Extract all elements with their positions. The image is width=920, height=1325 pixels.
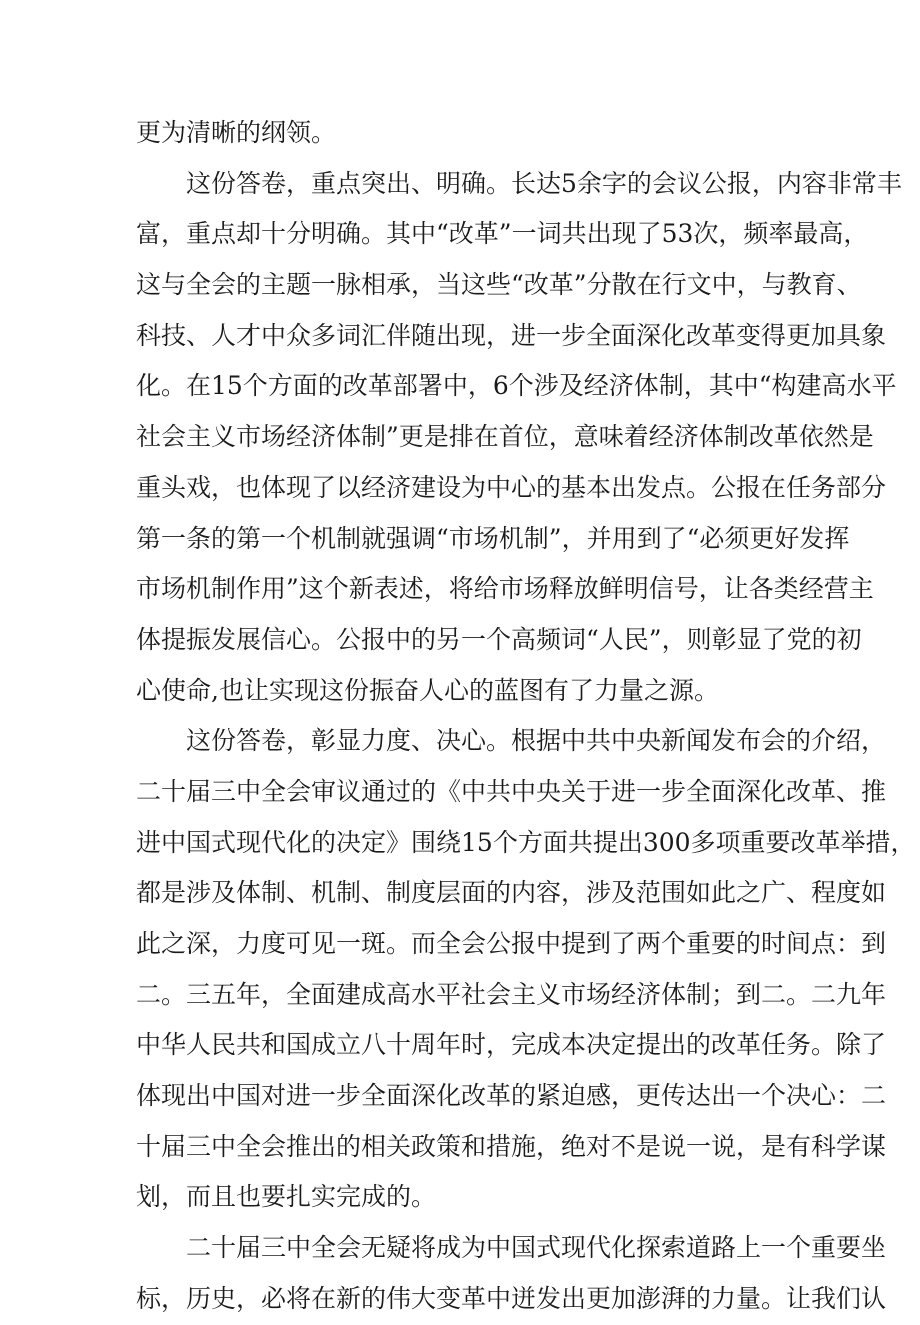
text-line: 化。在15个方面的改革部署中，6个涉及经济体制，其中“构建高水平 xyxy=(136,371,897,401)
text-line: 重头戏，也体现了以经济建设为中心的基本出发点。公报在任务部分 xyxy=(136,472,887,502)
text-line: 标，历史，必将在新的伟大变革中迸发出更加澎湃的力量。让我们认 xyxy=(136,1283,887,1313)
text-line: 社会主义市场经济体制”更是排在首位，意味着经济体制改革依然是 xyxy=(136,422,874,452)
text-line: 划，而且也要扎实完成的。 xyxy=(136,1182,437,1212)
paragraph-start-line: 这份答卷，彰显力度、决心。根据中共中央新闻发布会的介绍， xyxy=(186,726,887,756)
text-line: 体现出中国对进一步全面深化改革的紧迫感，更传达出一个决心：二 xyxy=(136,1081,887,1111)
text-line: 市场机制作用”这个新表述，将给市场释放鲜明信号，让各类经营主 xyxy=(136,574,874,604)
text-line: 中华人民共和国成立八十周年时，完成本决定提出的改革任务。除了 xyxy=(136,1030,887,1060)
text-line: 都是涉及体制、机制、制度层面的内容，涉及范围如此之广、程度如 xyxy=(136,878,887,908)
text-line: 科技、人才中众多词汇伴随出现，进一步全面深化改革变得更加具象 xyxy=(136,320,887,350)
text-line: 心使命,也让实现这份振奋人心的蓝图有了力量之源。 xyxy=(136,675,719,705)
body-text xyxy=(136,108,916,1325)
text-line: 富，重点却十分明确。其中“改革”一词共出现了53次，频率最高， xyxy=(136,219,869,249)
text-line: 体提振发展信心。公报中的另一个高频词“人民”，则彰显了党的初 xyxy=(136,624,862,654)
text-line: 这与全会的主题一脉相承，当这些“改革”分散在行文中，与教育、 xyxy=(136,270,862,300)
text-line: 此之深，力度可见一斑。而全会公报中提到了两个重要的时间点：到 xyxy=(136,929,887,958)
paragraph-start-line: 二十届三中全会无疑将成为中国式现代化探索道路上一个重要坐 xyxy=(186,1233,887,1263)
paragraph-start-line: 这份答卷，重点突出、明确。长达5余字的会议公报，内容非常丰 xyxy=(186,168,902,198)
text-line: 二。三五年，全面建成高水平社会主义市场经济体制；到二。二九年 xyxy=(136,979,887,1009)
text-line: 二十届三中全会审议通过的《中共中央关于进一步全面深化改革、推 xyxy=(136,776,887,806)
text-line: 进中国式现代化的决定》围绕15个方面共提出300多项重要改革举措， xyxy=(136,827,916,857)
text-line: 十届三中全会推出的相关政策和措施，绝对不是说一说，是有科学谋 xyxy=(136,1131,887,1161)
text-line: 第一条的第一个机制就强调“市场机制”，并用到了“必须更好发挥 xyxy=(136,523,850,553)
text-line: 更为清晰的纲领。 xyxy=(136,118,337,147)
